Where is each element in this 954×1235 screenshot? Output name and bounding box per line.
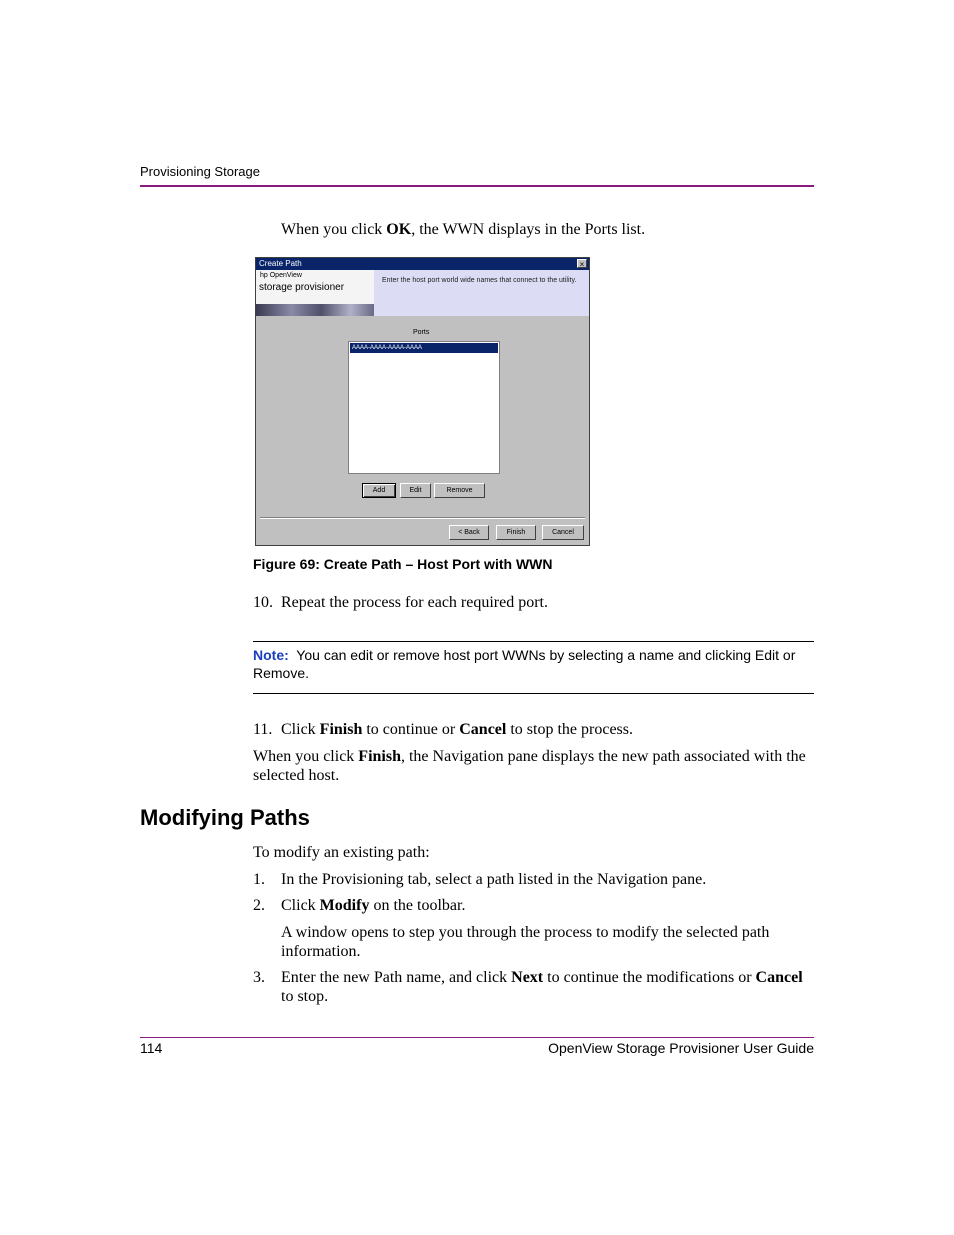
- modify-step-3-post: to stop.: [281, 988, 329, 1005]
- note-text-part: .: [305, 665, 310, 681]
- note-top-rule: [253, 641, 814, 642]
- logo-banner-image: [256, 304, 374, 316]
- footer-rule: [140, 1037, 814, 1038]
- step-11-cancel: Cancel: [459, 721, 507, 738]
- running-header: Provisioning Storage: [140, 164, 260, 179]
- note-text-part: or: [779, 647, 800, 663]
- ports-list[interactable]: [348, 341, 500, 474]
- finish-para-post: , the Navigation pane displays the new path associated with the selected host.: [253, 748, 806, 784]
- modify-step-2-number: 2.: [253, 897, 265, 914]
- intro-bold: OK: [386, 221, 412, 238]
- add-button[interactable]: Add: [362, 483, 396, 498]
- note-box: [253, 646, 814, 682]
- dialog-titlebar: [256, 258, 589, 270]
- intro-post: , the WWN displays in the Ports list.: [411, 221, 646, 238]
- step-11-mid: to continue or: [362, 721, 460, 738]
- modify-step-3-pre: Enter the new Path name, and click: [281, 969, 512, 986]
- finish-para-pre: When you click: [253, 748, 359, 765]
- finish-para-bold: Finish: [358, 748, 401, 765]
- back-button[interactable]: < Back: [449, 525, 489, 540]
- note-text-part: You can edit or remove host port WWNs by selecting a name and clicking: [288, 647, 755, 663]
- note-bottom-rule: [253, 693, 814, 694]
- modify-step-2-detail: A window opens to step you through the process to modify the selected path information.: [281, 924, 770, 960]
- ports-label: Ports: [413, 329, 430, 336]
- remove-button[interactable]: Remove: [434, 483, 485, 498]
- footer-title: OpenView Storage Provisioner User Guide: [548, 1040, 814, 1056]
- step-10-text: Repeat the process for each required port.: [281, 594, 548, 611]
- create-path-dialog: [255, 257, 590, 546]
- modify-step-3-cancel: Cancel: [755, 969, 803, 986]
- figure-caption: Figure 69: Create Path – Host Port with WWN: [253, 556, 553, 572]
- page-number: 114: [140, 1040, 163, 1056]
- note-edit-term: Edit: [754, 647, 780, 663]
- instruction-text: Enter the host port world wide names that connect to the utility.: [382, 277, 577, 284]
- modify-step-1-text: In the Provisioning tab, select a path listed in the Navigation pane.: [281, 871, 707, 888]
- close-icon[interactable]: ×: [577, 259, 587, 268]
- edit-button[interactable]: Edit: [400, 483, 431, 498]
- intro-paragraph: [281, 220, 645, 239]
- modify-step-3-text: [281, 968, 811, 1006]
- step-11-finish: Finish: [319, 721, 363, 738]
- note-remove-term: Remove: [253, 665, 306, 681]
- modify-step-3-next: Next: [511, 969, 544, 986]
- step-10-number: 10.: [253, 594, 273, 611]
- modify-step-1-number: 1.: [253, 871, 265, 888]
- section-heading: Modifying Paths: [140, 805, 310, 830]
- brand-label: hp OpenView: [260, 272, 302, 279]
- cancel-button[interactable]: Cancel: [542, 525, 584, 540]
- note-label: Note:: [253, 647, 289, 663]
- modify-step-2-post: on the toolbar.: [369, 897, 466, 914]
- instruction-panel: [374, 270, 589, 316]
- product-logo-panel: [256, 270, 374, 316]
- header-rule: [140, 185, 814, 187]
- product-name: storage provisioner: [259, 282, 345, 293]
- step-11-post: to stop the process.: [506, 721, 633, 738]
- modify-step-3-number: 3.: [253, 969, 265, 986]
- step-11-pre: Click: [281, 721, 320, 738]
- modify-step-3-mid: to continue the modifications or: [543, 969, 756, 986]
- list-item[interactable]: AAAA-AAAA-AAAA-AAAA: [350, 343, 498, 353]
- modify-intro: To modify an existing path:: [253, 844, 430, 861]
- modify-step-2-text: [281, 896, 465, 915]
- dialog-title: Create Path: [259, 259, 302, 268]
- intro-pre: When you click: [281, 221, 387, 238]
- step-11-number: 11.: [253, 721, 273, 738]
- dialog-separator: [260, 517, 585, 519]
- modify-step-2-bold: Modify: [319, 897, 370, 914]
- step-11-text: [281, 720, 633, 739]
- finish-paragraph: [253, 747, 819, 785]
- finish-button[interactable]: Finish: [496, 525, 536, 540]
- modify-step-2-pre: Click: [281, 897, 320, 914]
